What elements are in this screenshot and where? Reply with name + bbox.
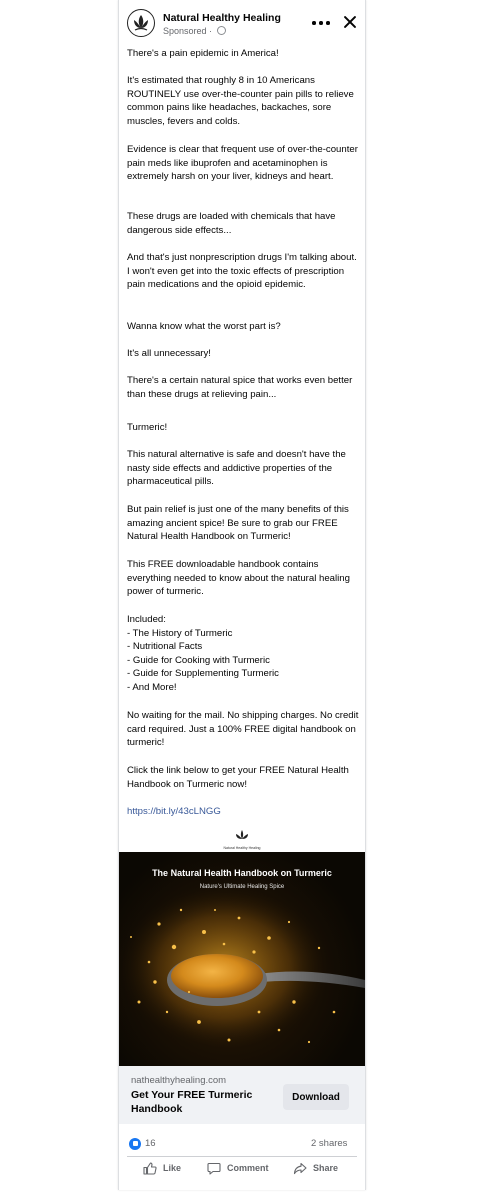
post-paragraph: Turmeric! xyxy=(127,422,168,433)
link-preview[interactable] xyxy=(119,1066,365,1124)
ad-image-subtitle: Nature's Ultimate Healing Spice xyxy=(199,884,285,890)
post-paragraph: Click the link below to get your FREE Natural Health Handbook on Turmeric now! xyxy=(127,765,349,790)
thumbs-up-icon xyxy=(143,1162,157,1175)
post-paragraph: But pain relief is just one of the many benefits of this amazing ancient spice! Be sure to grab our FREE Natural Health Handbook on Turmeric! xyxy=(127,504,349,542)
ad-post-card xyxy=(118,0,366,1190)
like-reaction-icon[interactable] xyxy=(129,1138,141,1150)
share-label: Share xyxy=(313,1163,339,1173)
included-list xyxy=(127,613,359,694)
share-button[interactable] xyxy=(293,1161,349,1177)
comment-label: Comment xyxy=(227,1163,269,1173)
close-icon[interactable] xyxy=(342,14,358,30)
post-paragraph: Evidence is clear that frequent use of over-the-counter pain meds like ibuprofen and acetaminophen is extremely harsh on your liver, kidneys and heart. xyxy=(127,144,358,182)
sponsored-text: Sponsored xyxy=(163,26,207,36)
lotus-logo-icon xyxy=(234,829,250,841)
post-text-part-10 xyxy=(127,448,359,489)
post-text-part-9 xyxy=(127,421,359,435)
sponsored-label: Sponsored · xyxy=(163,26,226,36)
post-text-part-6 xyxy=(127,320,359,334)
download-button[interactable]: Download xyxy=(283,1084,349,1110)
post-text-part-11 xyxy=(127,503,359,544)
list-item: - Guide for Supplementing Turmeric xyxy=(127,668,279,679)
post-paragraph: There's a pain epidemic in America! xyxy=(127,48,279,59)
post-text-part-1 xyxy=(127,47,359,61)
post-paragraph: This FREE downloadable handbook contains everything needed to know about the natural healing power of turmeric. xyxy=(127,559,350,597)
ad-image-title: The Natural Health Handbook on Turmeric xyxy=(152,868,332,878)
post-text-part-12 xyxy=(127,558,359,599)
post-paragraph: It's estimated that roughly 8 in 10 Americans ROUTINELY use over-the-counter pain pills to relieve common pains like headaches, backaches, sore muscles, fevers and colds. xyxy=(127,75,354,127)
like-label: Like xyxy=(163,1163,182,1173)
post-text-part-7 xyxy=(127,347,359,361)
handbook-logo-text: Natural Healthy Healing xyxy=(223,846,261,850)
list-item: - And More! xyxy=(127,681,177,693)
page-name[interactable]: Natural Healthy Healing xyxy=(163,12,281,24)
post-paragraph: This natural alternative is safe and doesn't have the nasty side effects and addictive properties of the pharmaceutical pills. xyxy=(127,449,346,487)
list-item: - Guide for Cooking with Turmeric xyxy=(127,654,270,666)
preview-domain: nathealthyhealing.com xyxy=(131,1075,227,1086)
globe-icon xyxy=(217,26,226,35)
post-paragraph: There's a certain natural spice that works even better than these drugs at relieving pain... xyxy=(127,375,353,400)
list-item: - Nutritional Facts xyxy=(127,641,203,652)
preview-title[interactable]: Get Your FREE Turmeric Handbook xyxy=(131,1089,253,1115)
divider xyxy=(127,1156,357,1157)
handbook-logo xyxy=(222,828,262,852)
post-header xyxy=(119,0,365,44)
post-text-part-13 xyxy=(127,709,359,750)
like-button[interactable] xyxy=(143,1161,193,1177)
post-text-part-2 xyxy=(127,74,359,128)
post-paragraph: Wanna know what the worst part is? xyxy=(127,321,281,332)
more-options-icon[interactable] xyxy=(311,15,331,29)
comment-icon xyxy=(207,1162,221,1175)
share-arrow-icon xyxy=(293,1162,307,1175)
post-text-part-3 xyxy=(127,143,359,184)
post-paragraph: No waiting for the mail. No shipping charges. No credit card required. Just a 100% FREE digital handbook on turmeric! xyxy=(127,710,359,748)
post-paragraph: And that's just nonprescription drugs I'm talking about. I won't even get into the toxic effects of prescription pain medications and the opioid epidemic. xyxy=(127,252,357,290)
post-paragraph: These drugs are loaded with chemicals that have dangerous side effects... xyxy=(127,211,336,236)
post-text-part-4 xyxy=(127,210,359,237)
post-text-part-8 xyxy=(127,374,359,401)
included-heading: Included: xyxy=(127,614,166,625)
reaction-count[interactable]: 16 xyxy=(145,1138,156,1149)
post-paragraph: It's all unnecessary! xyxy=(127,348,211,359)
post-text-part-14 xyxy=(127,764,359,791)
post-text-part-5 xyxy=(127,251,359,292)
list-item: - The History of Turmeric xyxy=(127,627,233,639)
page-avatar-lotus-icon[interactable] xyxy=(127,9,155,37)
comment-button[interactable] xyxy=(207,1161,277,1177)
share-count[interactable]: 2 shares xyxy=(311,1138,348,1149)
post-link-row xyxy=(127,805,359,819)
post-link[interactable]: https://bit.ly/43cLNGG xyxy=(127,806,221,817)
ad-image[interactable] xyxy=(119,852,365,1066)
